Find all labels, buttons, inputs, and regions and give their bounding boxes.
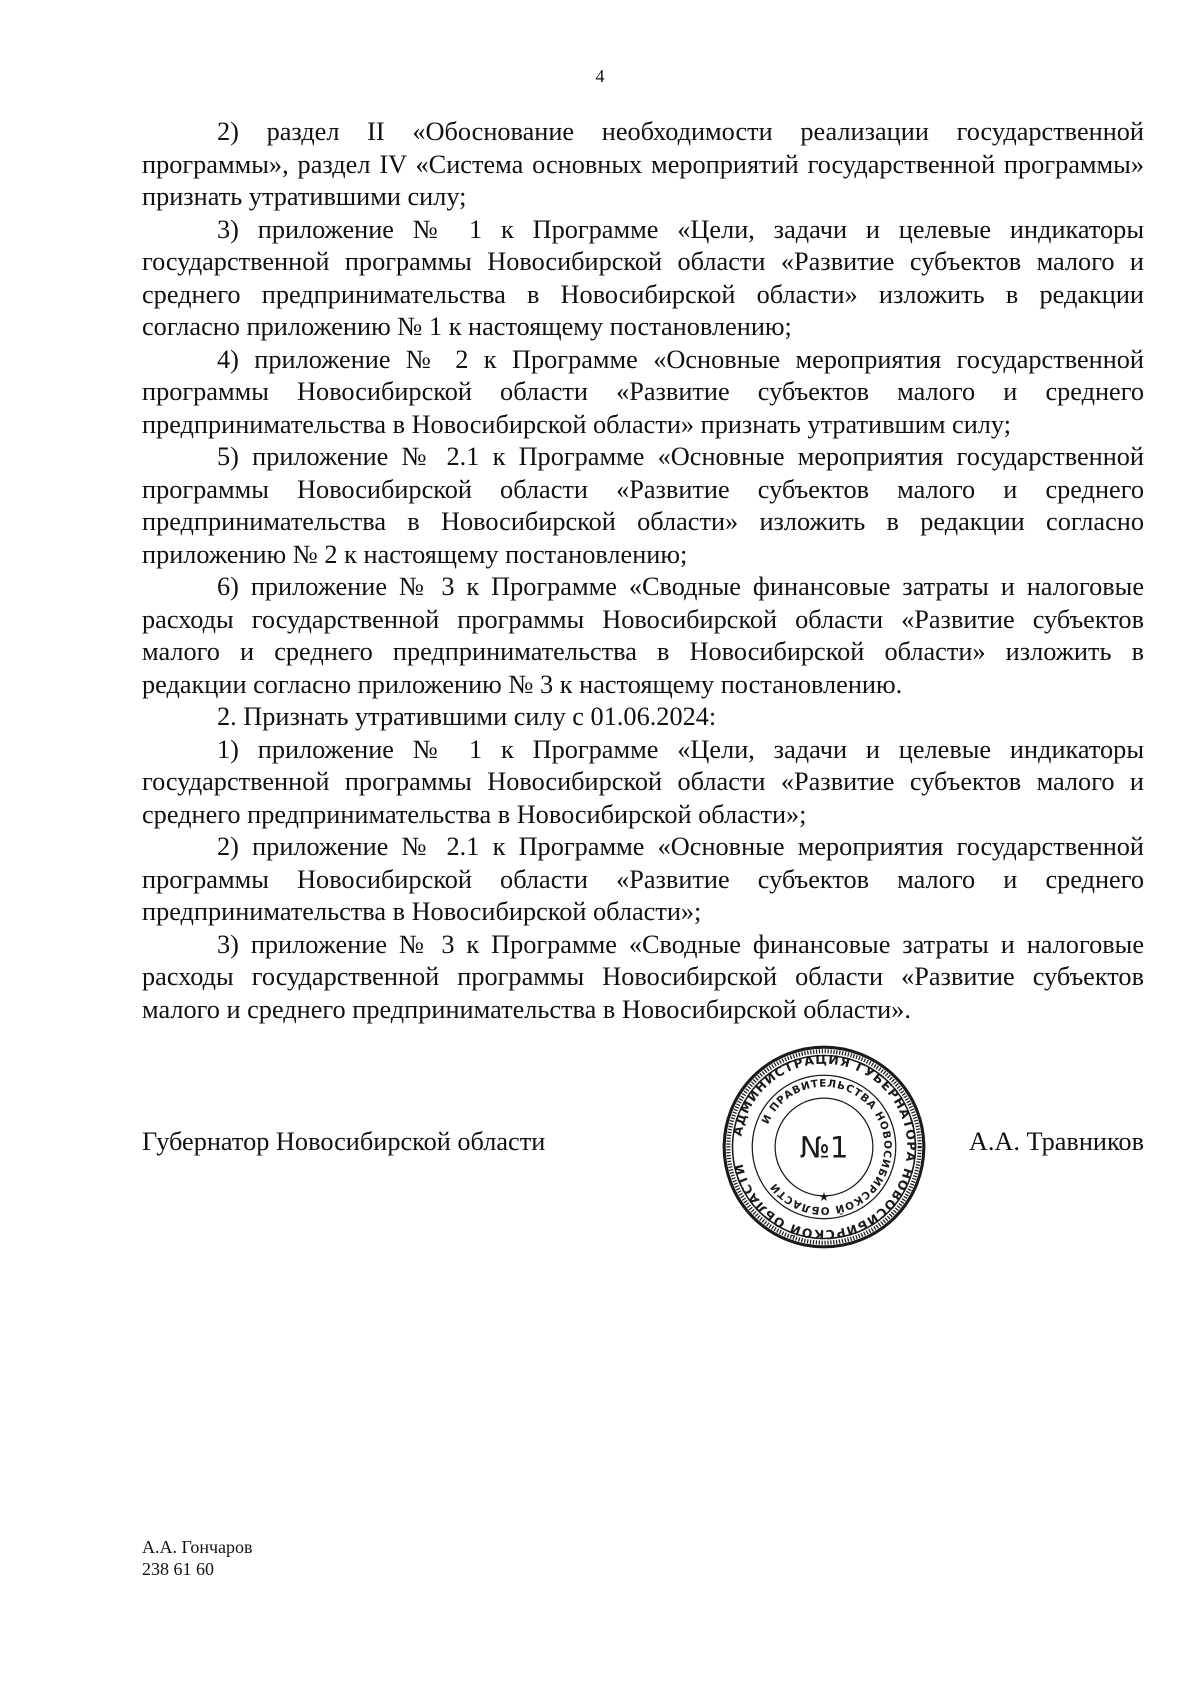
paragraph: 1) приложение № 1 к Программе «Цели, задачи и целевые индикаторы государственной программы Новосибирской области «Развитие субъектов малого и среднего предпринимательства в Новосибирской области»; [142,734,1144,829]
seal-outer-text: АДМИНИСТРАЦИЯ ГУБЕРНАТОРА НОВОСИБИРСКОЙ ОБЛАСТИ [729,1051,920,1243]
signer-name: А.А. Травников [968,1127,1144,1156]
official-seal [720,1043,928,1251]
seal-inner-text: И ПРАВИТЕЛЬСТВА НОВОСИБИРСКОЙ ОБЛАСТИ [759,1077,894,1217]
seal-star-icon: ★ [818,1189,830,1205]
paragraph: 3) приложение № 1 к Программе «Цели, задачи и целевые индикаторы государственной программы Новосибирской области «Развитие субъектов малого и среднего предпринимательства в Новосибирской области» изложить в редакции согласно приложению № 1 к настоящему постановлению; [142,214,1144,341]
seal-center-number: №1 [799,1130,849,1165]
paragraph: 2) раздел II «Обоснование необходимости реализации государственной программы», раздел IV «Система основных мероприятий государственной программы» признать утратившими силу; [142,117,1144,211]
document-body [142,116,1144,1026]
paragraph: 6) приложение № 3 к Программе «Сводные финансовые затраты и налоговые расходы государственной программы Новосибирской области «Развитие субъектов малого и среднего предпринимательства в Новосибирской области» изложить в редакции согласно приложению № 3 к настоящему постановлению. [142,572,1144,699]
page-number: 4 [595,66,605,86]
paragraph: 3) приложение № 3 к Программе «Сводные финансовые затраты и налоговые расходы государственной программы Новосибирской области «Развитие субъектов малого и среднего предпринимательства в Новосибирской области». [142,929,1144,1024]
signature-block [142,1126,1144,1166]
paragraph: 4) приложение № 2 к Программе «Основные мероприятия государственной программы Новосибирской области «Развитие субъектов малого и среднего предпринимательства в Новосибирской области» признать утратившим силу; [142,344,1144,439]
paragraph: 2. Признать утратившими силу с 01.06.2024: [217,702,717,731]
paragraph: 5) приложение № 2.1 к Программе «Основные мероприятия государственной программы Новосибирской области «Развитие субъектов малого и среднего предпринимательства в Новосибирской области» изложить в редакции согласно приложению № 2 к настоящему постановлению; [142,442,1144,569]
executor-info [142,1536,253,1580]
executor-phone: 238 61 60 [142,1559,214,1579]
executor-name: А.А. Гончаров [142,1537,253,1557]
signer-title: Губернатор Новосибирской области [142,1127,546,1156]
paragraph: 2) приложение № 2.1 к Программе «Основные мероприятия государственной программы Новосибирской области «Развитие субъектов малого и среднего предпринимательства в Новосибирской области»; [142,832,1144,926]
